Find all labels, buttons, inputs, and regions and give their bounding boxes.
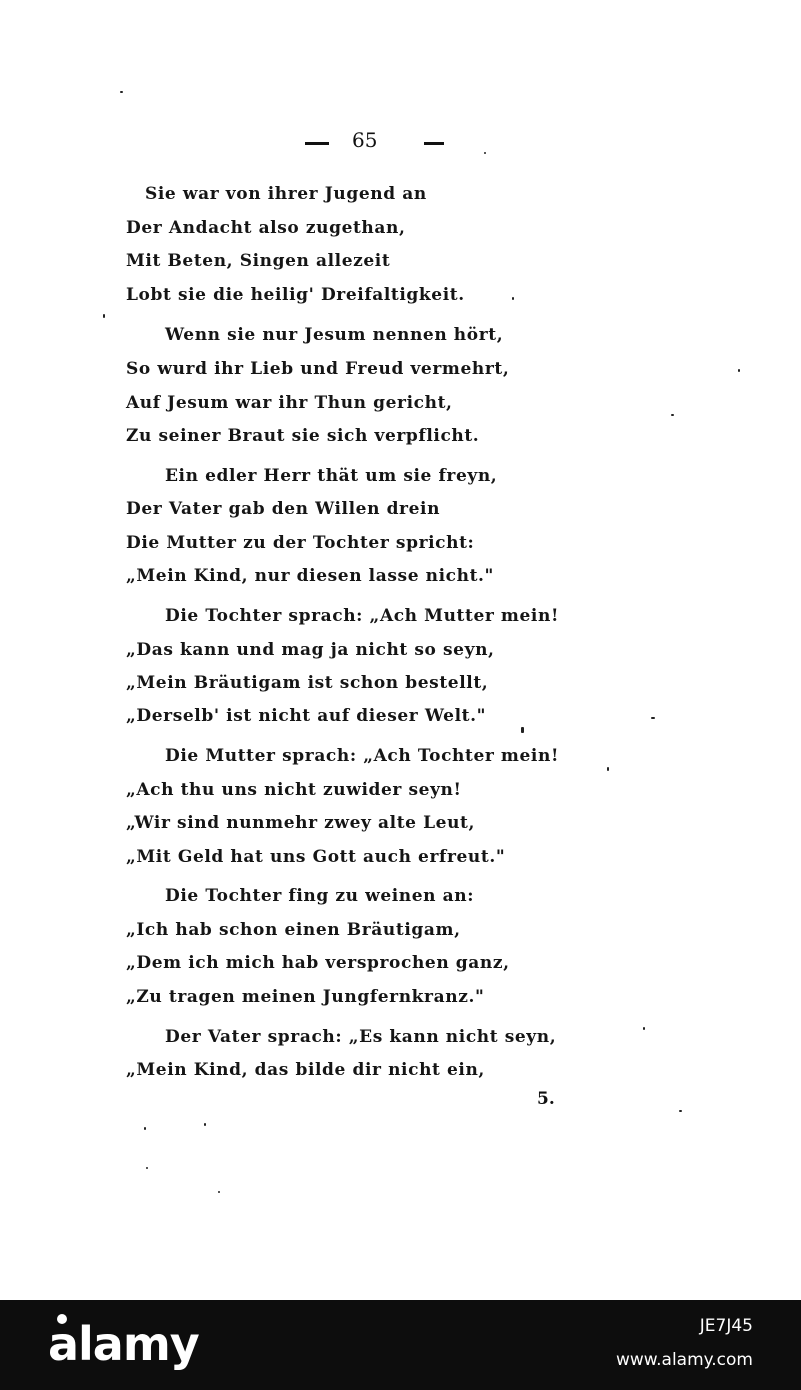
scan-speck xyxy=(671,414,674,416)
verse-line: „Mein Kind, nur diesen lasse nicht." xyxy=(126,566,494,586)
site-url[interactable]: www.alamy.com xyxy=(615,1350,753,1370)
scan-speck xyxy=(120,91,123,93)
signature-mark: 5. xyxy=(537,1089,555,1109)
verse-line: Die Mutter zu der Tochter spricht: xyxy=(126,533,475,553)
verse-line: „Zu tragen meinen Jungfernkranz." xyxy=(126,987,485,1007)
verse-line: „Wir sind nunmehr zwey alte Leut, xyxy=(126,813,476,833)
scan-speck xyxy=(521,727,524,733)
verse-line: Auf Jesum war ihr Thun gericht, xyxy=(126,393,453,413)
scan-speck xyxy=(204,1123,206,1126)
verse-line: Der Andacht also zugethan, xyxy=(126,218,406,238)
verse-line: Lobt sie die heilig' Dreifaltigkeit. xyxy=(126,285,465,305)
scan-speck xyxy=(738,369,740,372)
brand-logo[interactable]: alamy xyxy=(48,1317,199,1371)
verse-line: Mit Beten, Singen allezeit xyxy=(126,251,391,271)
verse-line: Die Mutter sprach: „Ach Tochter mein! xyxy=(165,746,560,766)
verse-line: Zu seiner Braut sie sich verpflicht. xyxy=(126,426,480,446)
verse-line: „Mein Bräutigam ist schon bestellt, xyxy=(126,673,489,693)
page-header xyxy=(0,126,801,156)
scan-speck xyxy=(146,1167,148,1169)
verse-line: „Derselb' ist nicht auf dieser Welt." xyxy=(126,706,487,726)
scan-speck xyxy=(144,1127,146,1130)
scan-speck xyxy=(679,1110,682,1112)
scan-speck xyxy=(643,1027,645,1030)
scan-speck xyxy=(651,717,655,719)
verse-line: Die Tochter sprach: „Ach Mutter mein! xyxy=(165,606,560,626)
verse-line: „Ach thu uns nicht zuwider seyn! xyxy=(126,780,462,800)
verse-line: „Mein Kind, das bilde dir nicht ein, xyxy=(126,1060,485,1080)
watermark-footer xyxy=(0,1300,801,1390)
scan-speck xyxy=(484,152,486,154)
verse-line: „Das kann und mag ja nicht so seyn, xyxy=(126,640,495,660)
scan-speck xyxy=(218,1191,220,1193)
header-dash-right xyxy=(424,142,444,145)
verse-line: Sie war von ihrer Jugend an xyxy=(145,184,427,204)
verse-line: Ein edler Herr thät um sie freyn, xyxy=(165,466,498,486)
verse-line: „Dem ich mich hab versprochen ganz, xyxy=(126,953,510,973)
image-id: JE7J45 xyxy=(699,1316,753,1336)
scan-speck xyxy=(103,314,105,318)
header-dash-left xyxy=(305,142,329,145)
verse-line: So wurd ihr Lieb und Freud vermehrt, xyxy=(126,359,510,379)
verse-line: Wenn sie nur Jesum nennen hört, xyxy=(165,325,504,345)
verse-line: „Ich hab schon einen Bräutigam, xyxy=(126,920,461,940)
page-number: 65 xyxy=(352,128,378,152)
verse-line: Der Vater gab den Willen drein xyxy=(126,499,441,519)
verse-line: „Mit Geld hat uns Gott auch erfreut." xyxy=(126,847,506,867)
verse-line: Der Vater sprach: „Es kann nicht seyn, xyxy=(165,1027,557,1047)
scan-speck xyxy=(607,767,609,771)
verse-line: Die Tochter fing zu weinen an: xyxy=(165,886,475,906)
scan-speck xyxy=(512,297,514,300)
